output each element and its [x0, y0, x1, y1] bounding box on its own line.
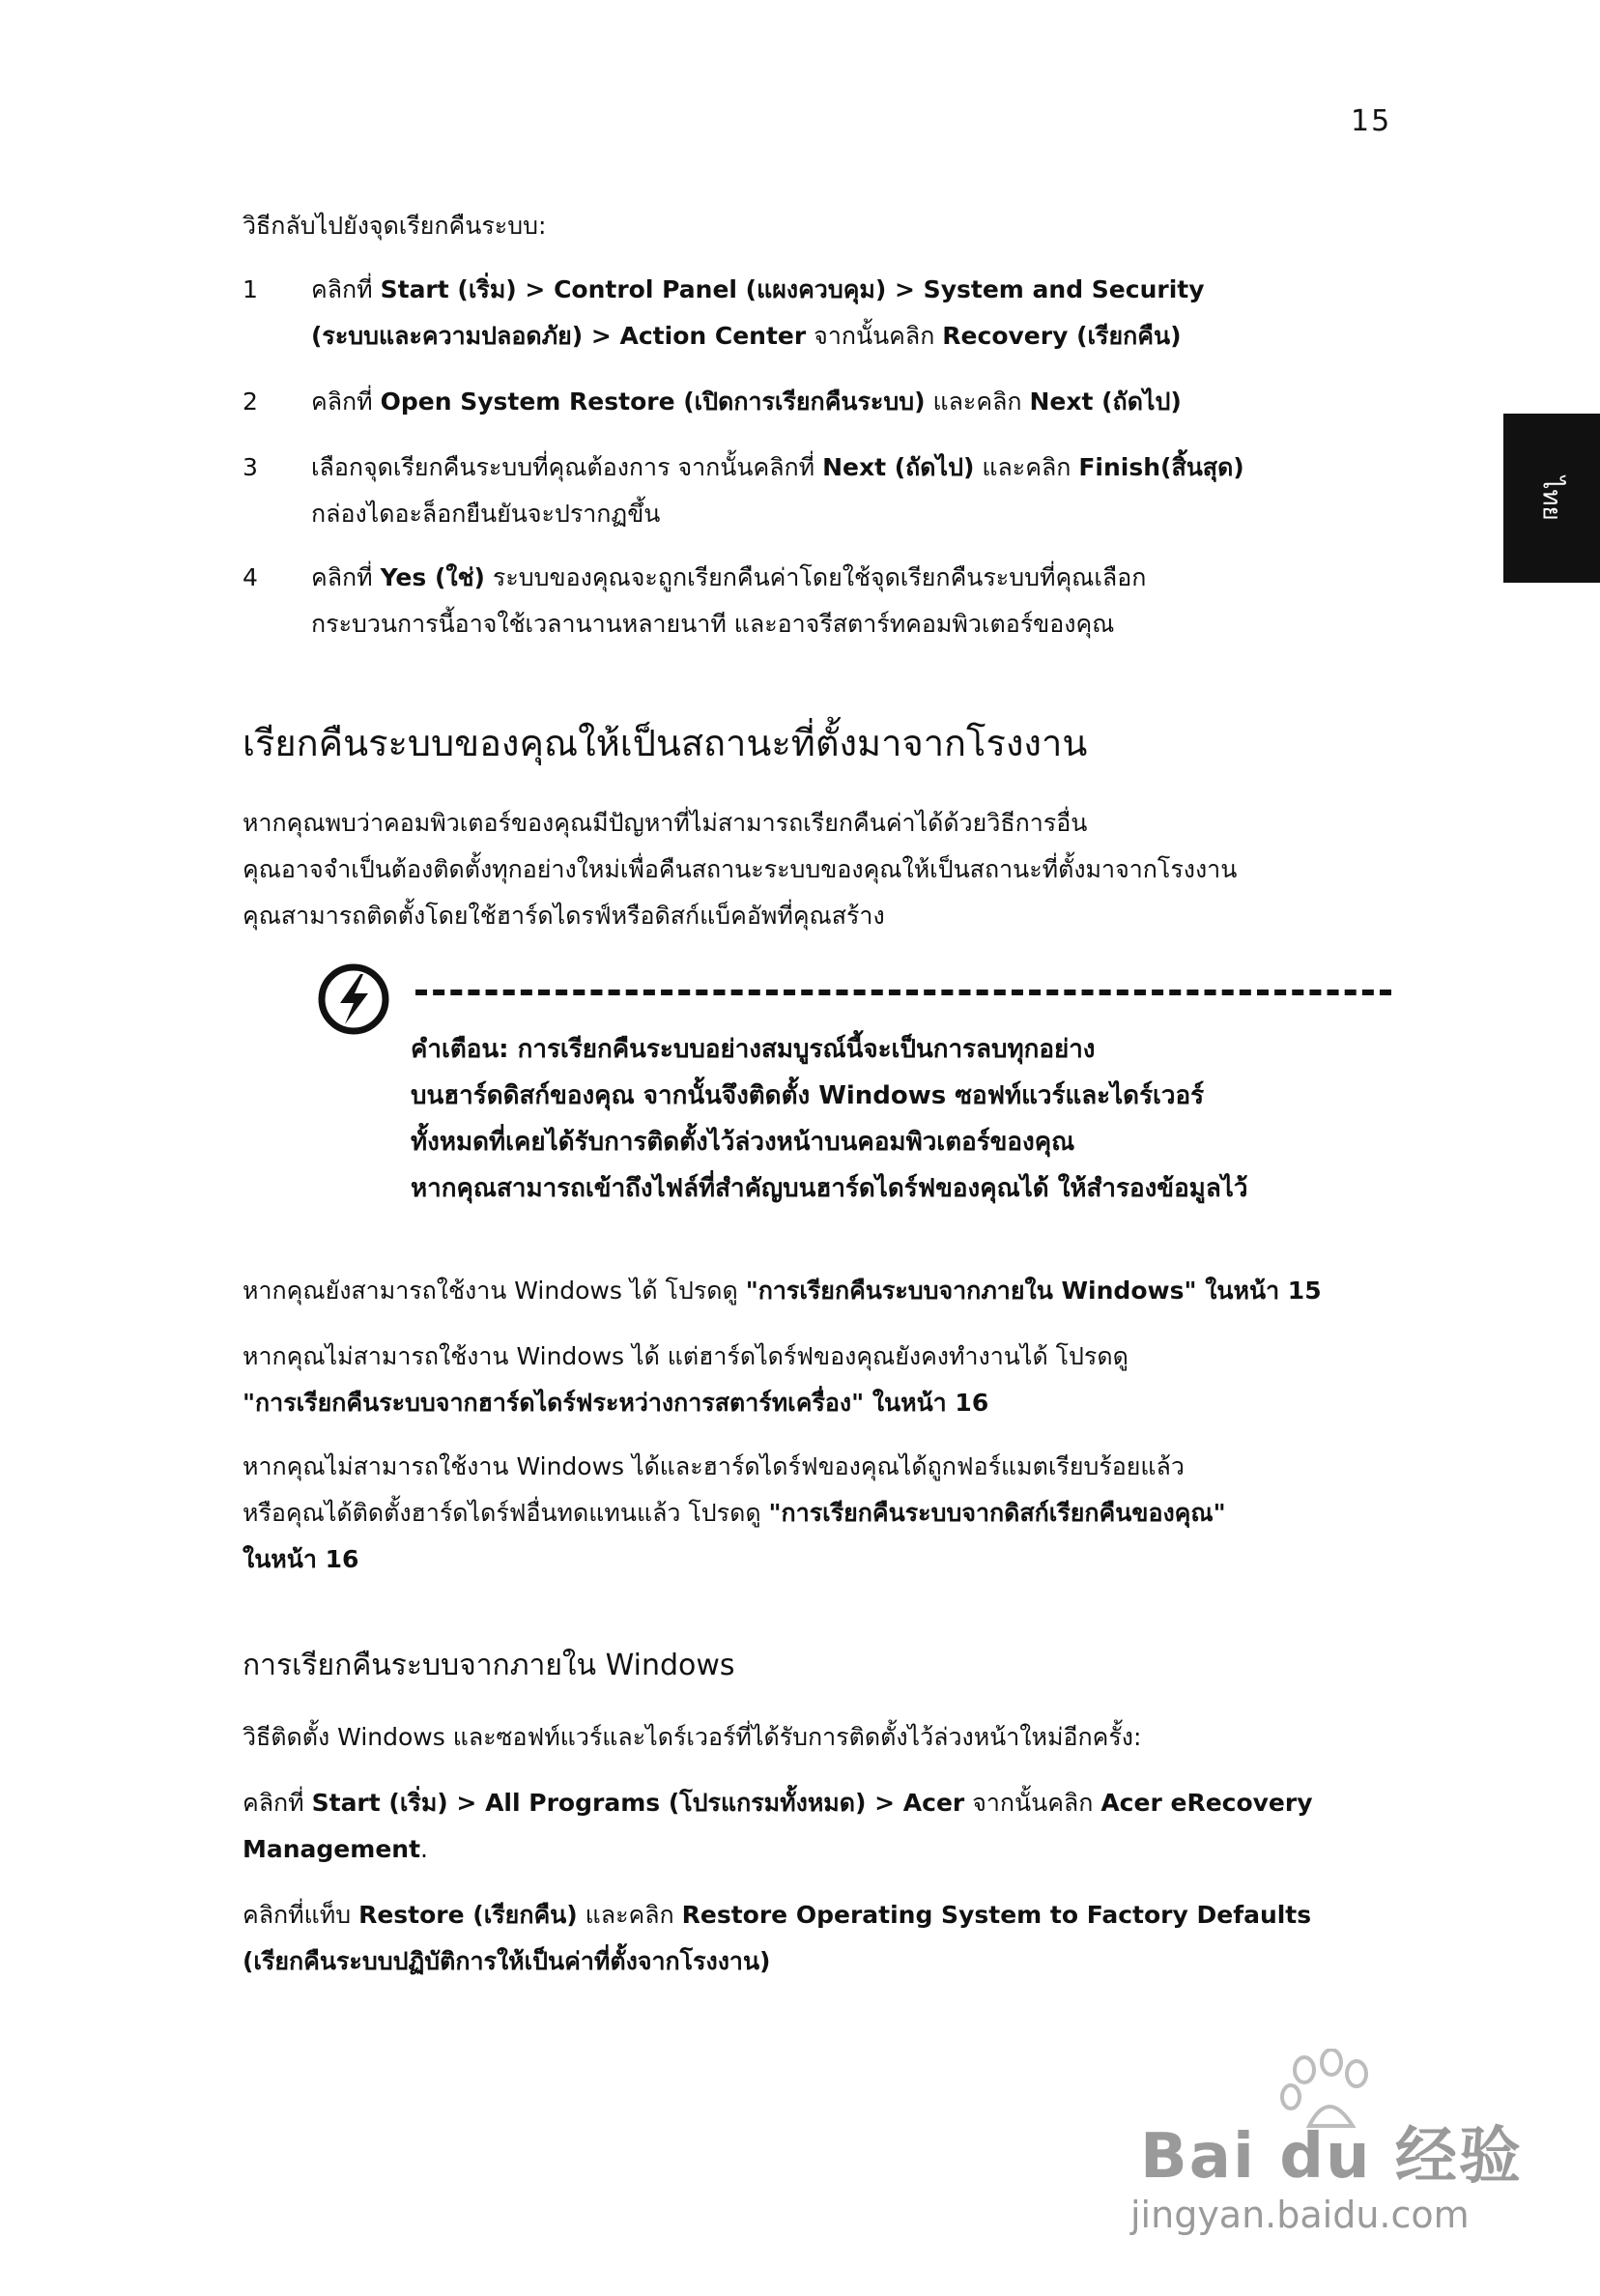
step-text: คลิกที่ [243, 1789, 312, 1817]
step-text: จากนั้นคลิก [806, 322, 943, 350]
step-ui-path: Next (ถัดไป) [1029, 387, 1182, 416]
factory-paragraph [243, 800, 1402, 939]
step-text: และคลิก [577, 1901, 682, 1929]
option-3 [243, 1444, 1402, 1583]
option-text: หากคุณไม่สามารถใช้งาน Windows ได้และฮาร์ดไดร์ฟของคุณได้ถูกฟอร์แมตเรียบร้อยแล้ว [243, 1452, 1185, 1480]
step-text: คลิกที่ [311, 275, 381, 303]
warning-line: บนฮาร์ดดิสก์ของคุณ จากนั้นจึงติดตั้ง Windows ซอฟท์แวร์และไดร์เวอร์ [411, 1081, 1205, 1110]
windows-step-2 [243, 1892, 1402, 1985]
step-ui-path: Yes (ใช่) [380, 563, 485, 591]
step-text: . [420, 1835, 428, 1863]
paragraph-line: คุณอาจจำเป็นต้องติดตั้งทุกอย่างใหม่เพื่อคืนสถานะระบบของคุณให้เป็นสถานะที่ตั้งมาจากโรงงาน [243, 855, 1238, 883]
option-text: หรือคุณได้ติดตั้งฮาร์ดไดร์ฟอื่นทดแทนแล้ว โปรดดู [243, 1499, 769, 1527]
step-ui-path: Restore (เรียกคืน) [358, 1901, 578, 1929]
step-ui-path: Start (เริ่ม) > Control Panel (แผงควบคุม) > System and Security [380, 275, 1205, 303]
step-text: คลิกที่ [311, 387, 381, 416]
warning-divider [415, 990, 1391, 995]
paragraph-line: คุณสามารถติดตั้งโดยใช้ฮาร์ดไดรฟ์หรือดิสก์แบ็คอัพที่คุณสร้าง [243, 902, 885, 930]
option-1 [243, 1268, 1402, 1314]
step-text: กล่องไดอะล็อกยืนยันจะปรากฏขึ้น [311, 500, 661, 528]
step-text: คลิกที่ [311, 563, 381, 591]
step-3 [311, 445, 1422, 537]
windows-heading: การเรียกคืนระบบจากภายใน Windows [243, 1649, 735, 1682]
watermark-url: jingyan.baidu.com [1130, 2194, 1470, 2236]
step-ui-path: Recovery (เรียกคืน) [942, 322, 1182, 350]
step-ui-path: Acer eRecovery [1100, 1789, 1313, 1817]
step-number: 4 [243, 563, 258, 591]
watermark-brand: Bai du 经验 [1140, 2121, 1523, 2193]
option-link[interactable]: "การเรียกคืนระบบจากฮาร์ดไดร์ฟระหว่างการสตาร์ทเครื่อง" ในหน้า 16 [243, 1389, 989, 1417]
step-4 [311, 555, 1422, 647]
page-number: 15 [1351, 104, 1392, 138]
step-ui-path: Next (ถัดไป) [822, 453, 975, 481]
option-link[interactable]: ในหน้า 16 [243, 1545, 359, 1573]
paragraph-line: หากคุณพบว่าคอมพิวเตอร์ของคุณมีปัญหาที่ไม่สามารถเรียกคืนค่าได้ด้วยวิธีการอื่น [243, 809, 1088, 837]
step-text: และคลิก [974, 453, 1079, 481]
language-tab [1503, 414, 1600, 583]
language-tab-label: ไทย [1536, 475, 1566, 521]
warning-line: คำเตือน: การเรียกคืนระบบอย่างสมบูรณ์นี้จะเป็นการลบทุกอย่าง [411, 1035, 1096, 1064]
option-text: หากคุณยังสามารถใช้งาน Windows ได้ โปรดดู [243, 1277, 746, 1305]
step-text: และคลิก [925, 387, 1030, 416]
step-text: ระบบของคุณจะถูกเรียกคืนค่าโดยใช้จุดเรียกคืนระบบที่คุณเลือก [484, 563, 1147, 591]
option-link[interactable]: "การเรียกคืนระบบจากภายใน Windows" ในหน้า 15 [745, 1277, 1322, 1305]
step-text: จากนั้นคลิก [964, 1789, 1101, 1817]
option-text: หากคุณไม่สามารถใช้งาน Windows ได้ แต่ฮาร์ดไดร์ฟของคุณยังคงทำงานได้ โปรดดู [243, 1342, 1129, 1370]
step-number: 2 [243, 387, 258, 416]
step-ui-path: Finish(สิ้นสุด) [1078, 453, 1244, 481]
windows-step-1 [243, 1780, 1402, 1873]
step-2 [311, 379, 1422, 425]
step-text: คลิกที่แท็บ [243, 1901, 359, 1929]
warning-line: ทั้งหมดที่เคยได้รับการติดตั้งไว้ล่วงหน้าบนคอมพิวเตอร์ของคุณ [411, 1128, 1075, 1157]
step-1 [311, 267, 1422, 359]
step-ui-path: Management [243, 1835, 421, 1863]
step-number: 1 [243, 275, 258, 303]
warning-line: หากคุณสามารถเข้าถึงไฟล์ที่สำคัญบนฮาร์ดไดร์ฟของคุณได้ ให้สำรองข้อมูลไว้ [411, 1174, 1248, 1203]
step-ui-path: (ระบบและความปลอดภัย) > Action Center [311, 322, 807, 350]
warning-text [411, 1026, 1425, 1212]
windows-intro: วิธีติดตั้ง Windows และซอฟท์แวร์และไดร์เวอร์ที่ได้รับการติดตั้งไว้ล่วงหน้าใหม่อีกครั้ง: [243, 1723, 1142, 1751]
option-link[interactable]: "การเรียกคืนระบบจากดิสก์เรียกคืนของคุณ" [768, 1499, 1226, 1527]
restore-intro: วิธีกลับไปยังจุดเรียกคืนระบบ: [243, 212, 547, 240]
step-ui-path: (เรียกคืนระบบปฏิบัติการให้เป็นค่าที่ตั้งจากโรงงาน) [243, 1947, 771, 1975]
warning-icon [315, 961, 392, 1038]
step-ui-path: Start (เริ่ม) > All Programs (โปรแกรมทั้งหมด) > Acer [311, 1789, 965, 1817]
step-ui-path: Open System Restore (เปิดการเรียกคืนระบบ) [380, 387, 926, 416]
step-text: กระบวนการนี้อาจใช้เวลานานหลายนาที และอาจรีสตาร์ทคอมพิวเตอร์ของคุณ [311, 610, 1115, 638]
step-number: 3 [243, 453, 258, 481]
step-ui-path: Restore Operating System to Factory Defaults [681, 1901, 1312, 1929]
step-text: เลือกจุดเรียกคืนระบบที่คุณต้องการ จากนั้นคลิกที่ [311, 453, 823, 481]
factory-heading: เรียกคืนระบบของคุณให้เป็นสถานะที่ตั้งมาจากโรงงาน [243, 722, 1088, 764]
option-2 [243, 1334, 1402, 1426]
